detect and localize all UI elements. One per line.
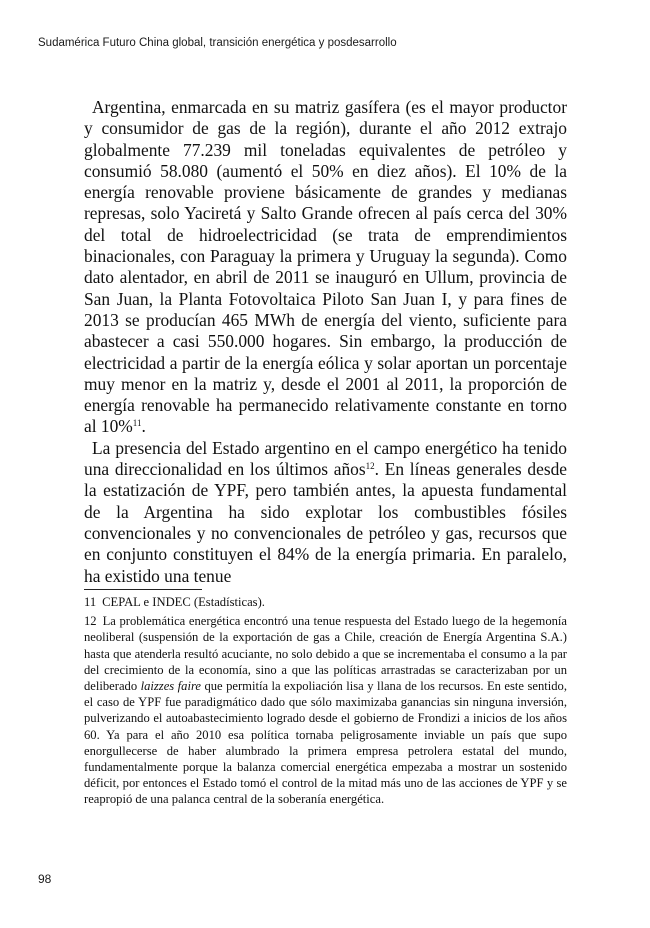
paragraph-1-text: Argentina, enmarcada en su matriz gasífera (es el mayor productor y consumidor de gas de la región), durante el año 2012 extrajo globalmente 77.239 mil toneladas equivalentes de petróleo y consumió 58.080 (aumentó el 50% en diez años). El 10% de la energía renovable proviene básicamente de grandes y medianas represas, solo Yaciretá y Salto Grande ofrecen al país cerca del 30% del total de hidroelectricidad (se trata de emprendimientos binacionales, con Paraguay la primera y Uruguay la segunda). Como dato alentador, en abril de 2011 se inauguró en Ullum, provincia de San Juan, la Planta Fotovoltaica Piloto San Juan I, y para fines de 2013 se producían 465 MWh de energía del viento, suficiente para abastecer a casi 550.000 hogares. Sin embargo, la producción de electricidad a partir de la energía eólica y solar aportan un porcentaje muy menor en la matriz y, desde el 2001 al 2011, la proporción de energía renovable ha permanecido relativamente constante en torno al 10% bbox=[84, 97, 567, 437]
footnote-11-text: CEPAL e INDEC (Estadísticas). bbox=[102, 595, 265, 609]
body-text bbox=[84, 97, 567, 587]
paragraph-2-text: La presencia del Estado argentino en el campo energético ha tenido una direccionalidad en los últimos años bbox=[84, 437, 567, 480]
footnote-12-text-b: que permitía la expoliación lisa y llana de los recursos. En este sentido, el caso de YPF fue paradigmático dado que sólo maximizaba ganancias sin ninguna inversión, pulverizando el autoabastecimiento logrado desde el gobierno de Frondizi a inicios de los años 60. Ya para el año 2010 esa política tornaba peligrosamente inviable un país que supo enorgullecerse de haber alumbrado la primera empresa petrolera estatal del mundo, fundamentalmente porque la balanza comercial energética empezaba a mostrar un sostenido déficit, por entonces el Estado tomó el control de la mitad más uno de las acciones de YPF y se reapropió de una palanca central de la soberanía energética. bbox=[84, 679, 567, 807]
paragraph-1-end: . bbox=[141, 416, 146, 437]
footnote-ref-11[interactable]: 11 bbox=[132, 418, 142, 429]
paragraph-2 bbox=[84, 438, 567, 587]
footnotes bbox=[84, 594, 567, 811]
footnote-11-number: 11 bbox=[84, 595, 97, 609]
footnote-12-text-a: La problemática energética encontró una tenue respuesta del Estado luego de la hegemonía neoliberal (suspensión de la exportación de gas a Chile, creación de Energía Argentina S.A.) hasta que atenderla resultó acuciante, no solo debido a que se incrementaba el consumo a la par del crecimiento de la economía, sino a que las políticas arrastradas se caracterizaban por un deliberado bbox=[84, 614, 567, 694]
footnote-divider bbox=[84, 589, 202, 590]
paragraph-2-rest: . En líneas generales desde la estatización de YPF, pero también antes, la apuesta fundamental de la Argentina ha sido explotar los combustibles fósiles convencionales y no convencionales de petróleo y gas, recursos que en conjunto constituyen el 84% de la energía primaria. En paralelo, ha existido una tenue bbox=[84, 459, 568, 586]
page-number: 98 bbox=[38, 872, 52, 886]
running-header: Sudamérica Futuro China global, transición energética y posdesarrollo bbox=[38, 37, 397, 49]
footnote-11 bbox=[84, 594, 567, 610]
footnote-12 bbox=[84, 613, 567, 807]
footnote-ref-12[interactable]: 12 bbox=[365, 461, 375, 472]
paragraph-1 bbox=[84, 97, 567, 438]
footnote-12-number: 12 bbox=[84, 614, 97, 629]
footnote-12-italic: laizzes faire bbox=[140, 679, 201, 694]
